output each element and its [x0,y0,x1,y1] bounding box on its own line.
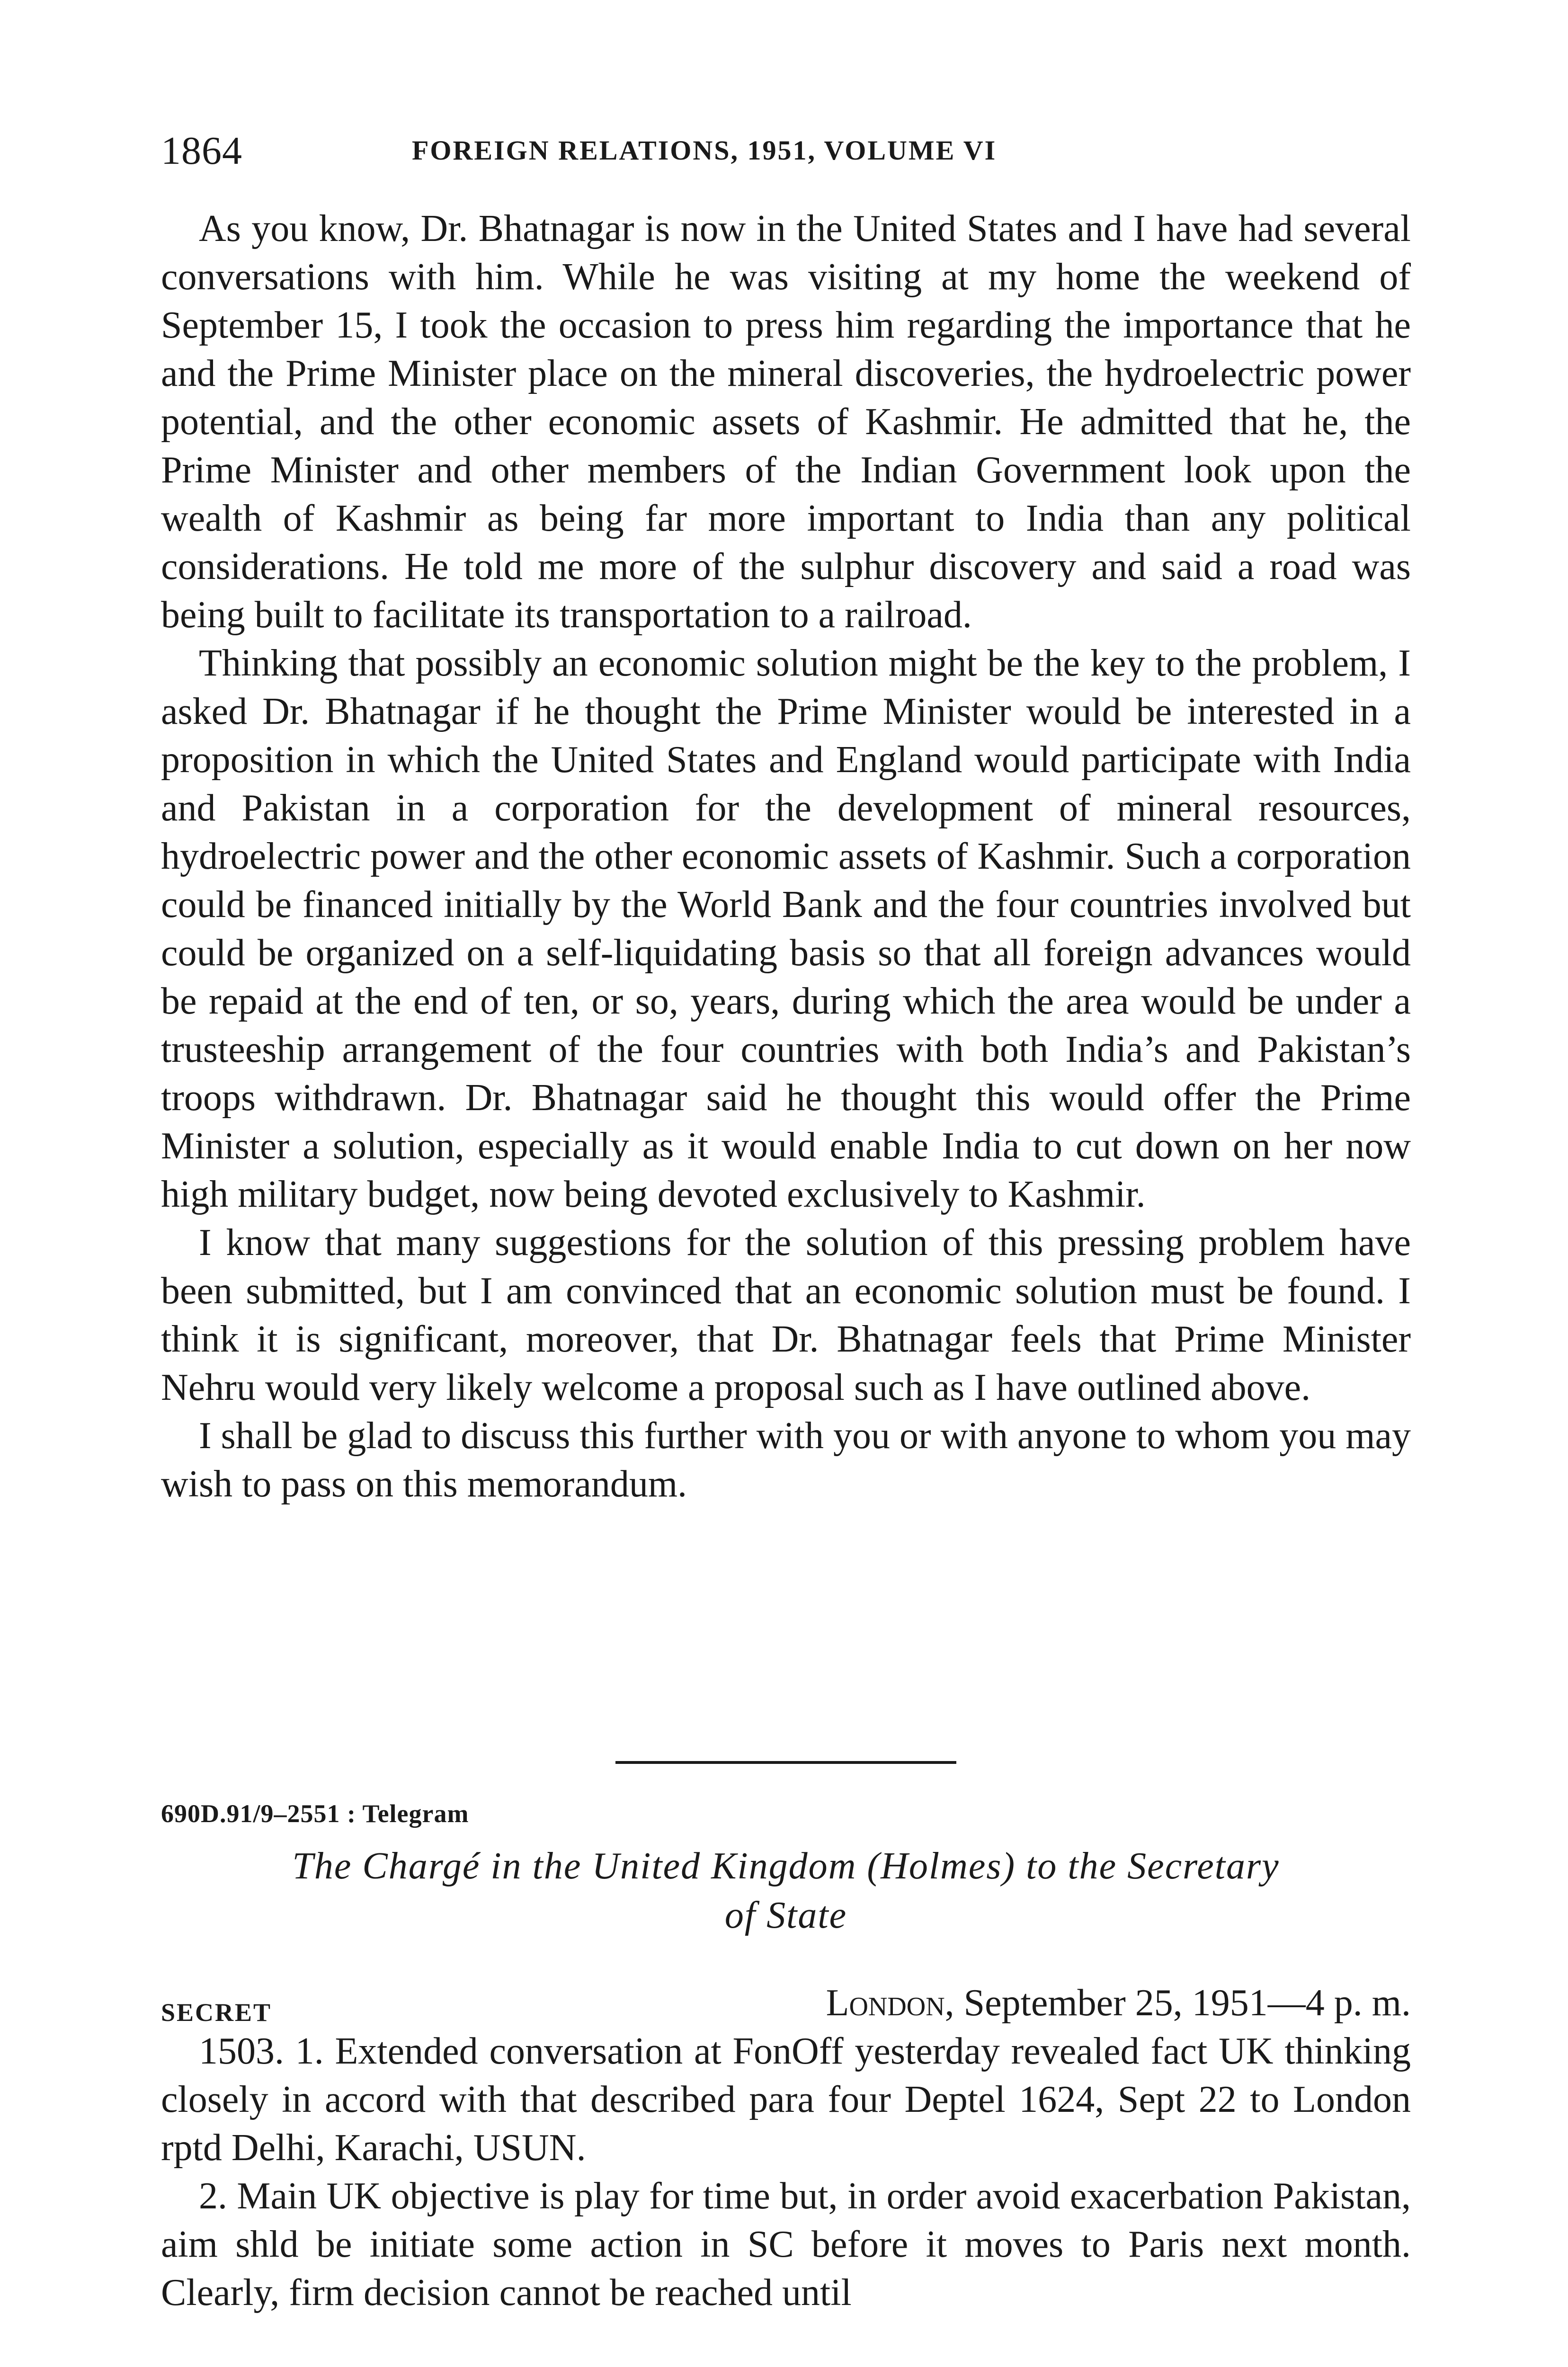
classification-label: SECRET [161,1998,272,2027]
running-head: FOREIGN RELATIONS, 1951, VOLUME VI [412,135,997,166]
dateline [826,1982,1411,2025]
memorandum-paragraph: I shall be glad to discuss this further with you or with anyone to whom you may wish to pass on this memorandum. [161,1415,1411,1505]
file-reference: 690D.91/9–2551 : Telegram [161,1799,469,1828]
telegram-paragraph: 1503. 1. Extended conversation at FonOff yesterday revealed fact UK thinking closely in accord with that described para four Deptel 1624, Sept 22 to London rptd Delhi, Karachi, USUN. [161,2030,1411,2169]
memorandum-paragraph: Thinking that possibly an economic solution might be the key to the problem, I asked Dr. Bhatnagar if he thought the Prime Minister would be interested in a proposition in which the United States and England would participate with India and Pakistan in a corporation for the development of mineral resources, hydroelectric power and the other economic assets of Kashmir. Such a corporation could be financed initially by the World Bank and the four countries involved but could be organized on a self-liquidating basis so that all foreign advances would be repaid at the end of ten, or so, years, during which the area would be under a trusteeship arrangement of the four countries with both India’s and Pakistan’s troops withdrawn. Dr. Bhatnagar said he thought this would offer the Prime Minister a solution, especially as it would enable India to cut down on her now high military budget, now being devoted exclusively to Kashmir. [161,642,1411,1215]
document-title-line: The Chargé in the United Kingdom (Holmes) to the Secretary [292,1845,1280,1887]
telegram-paragraph: 2. Main UK objective is play for time but, in order avoid exacerbation Pakistan, aim shld be initiate some action in SC before it moves to Paris next month. Clearly, firm decision cannot be reached until [161,2175,1411,2314]
section-divider [615,1761,956,1764]
page-header [161,128,1411,185]
document-title [161,1842,1411,1940]
memorandum-paragraph: As you know, Dr. Bhatnagar is now in the United States and I have had several conversations with him. While he was visiting at my home the weekend of September 15, I took the occasion to press him regarding the importance that he and the Prime Minister place on the mineral discoveries, the hydroelectric power potential, and the other economic assets of Kashmir. He admitted that he, the Prime Minister and other members of the Indian Government look upon the wealth of Kashmir as being far more important to India than any political considerations. He told me more of the sulphur discovery and said a road was being built to facilitate its transportation to a railroad. [161,208,1411,636]
dateline-place: London [826,1982,945,2024]
memorandum-body [161,205,1411,1508]
document-title-line: of State [724,1895,847,1936]
dateline-date: , September 25, 1951—4 p. m. [944,1982,1411,2024]
page-number: 1864 [161,129,242,173]
telegram-body [161,2027,1411,2317]
memorandum-paragraph: I know that many suggestions for the solution of this pressing problem have been submitted, but I am convinced that an economic solution must be found. I think it is significant, moreover, that Dr. Bhatnagar feels that Prime Minister Nehru would very likely welcome a proposal such as I have outlined above. [161,1222,1411,1408]
